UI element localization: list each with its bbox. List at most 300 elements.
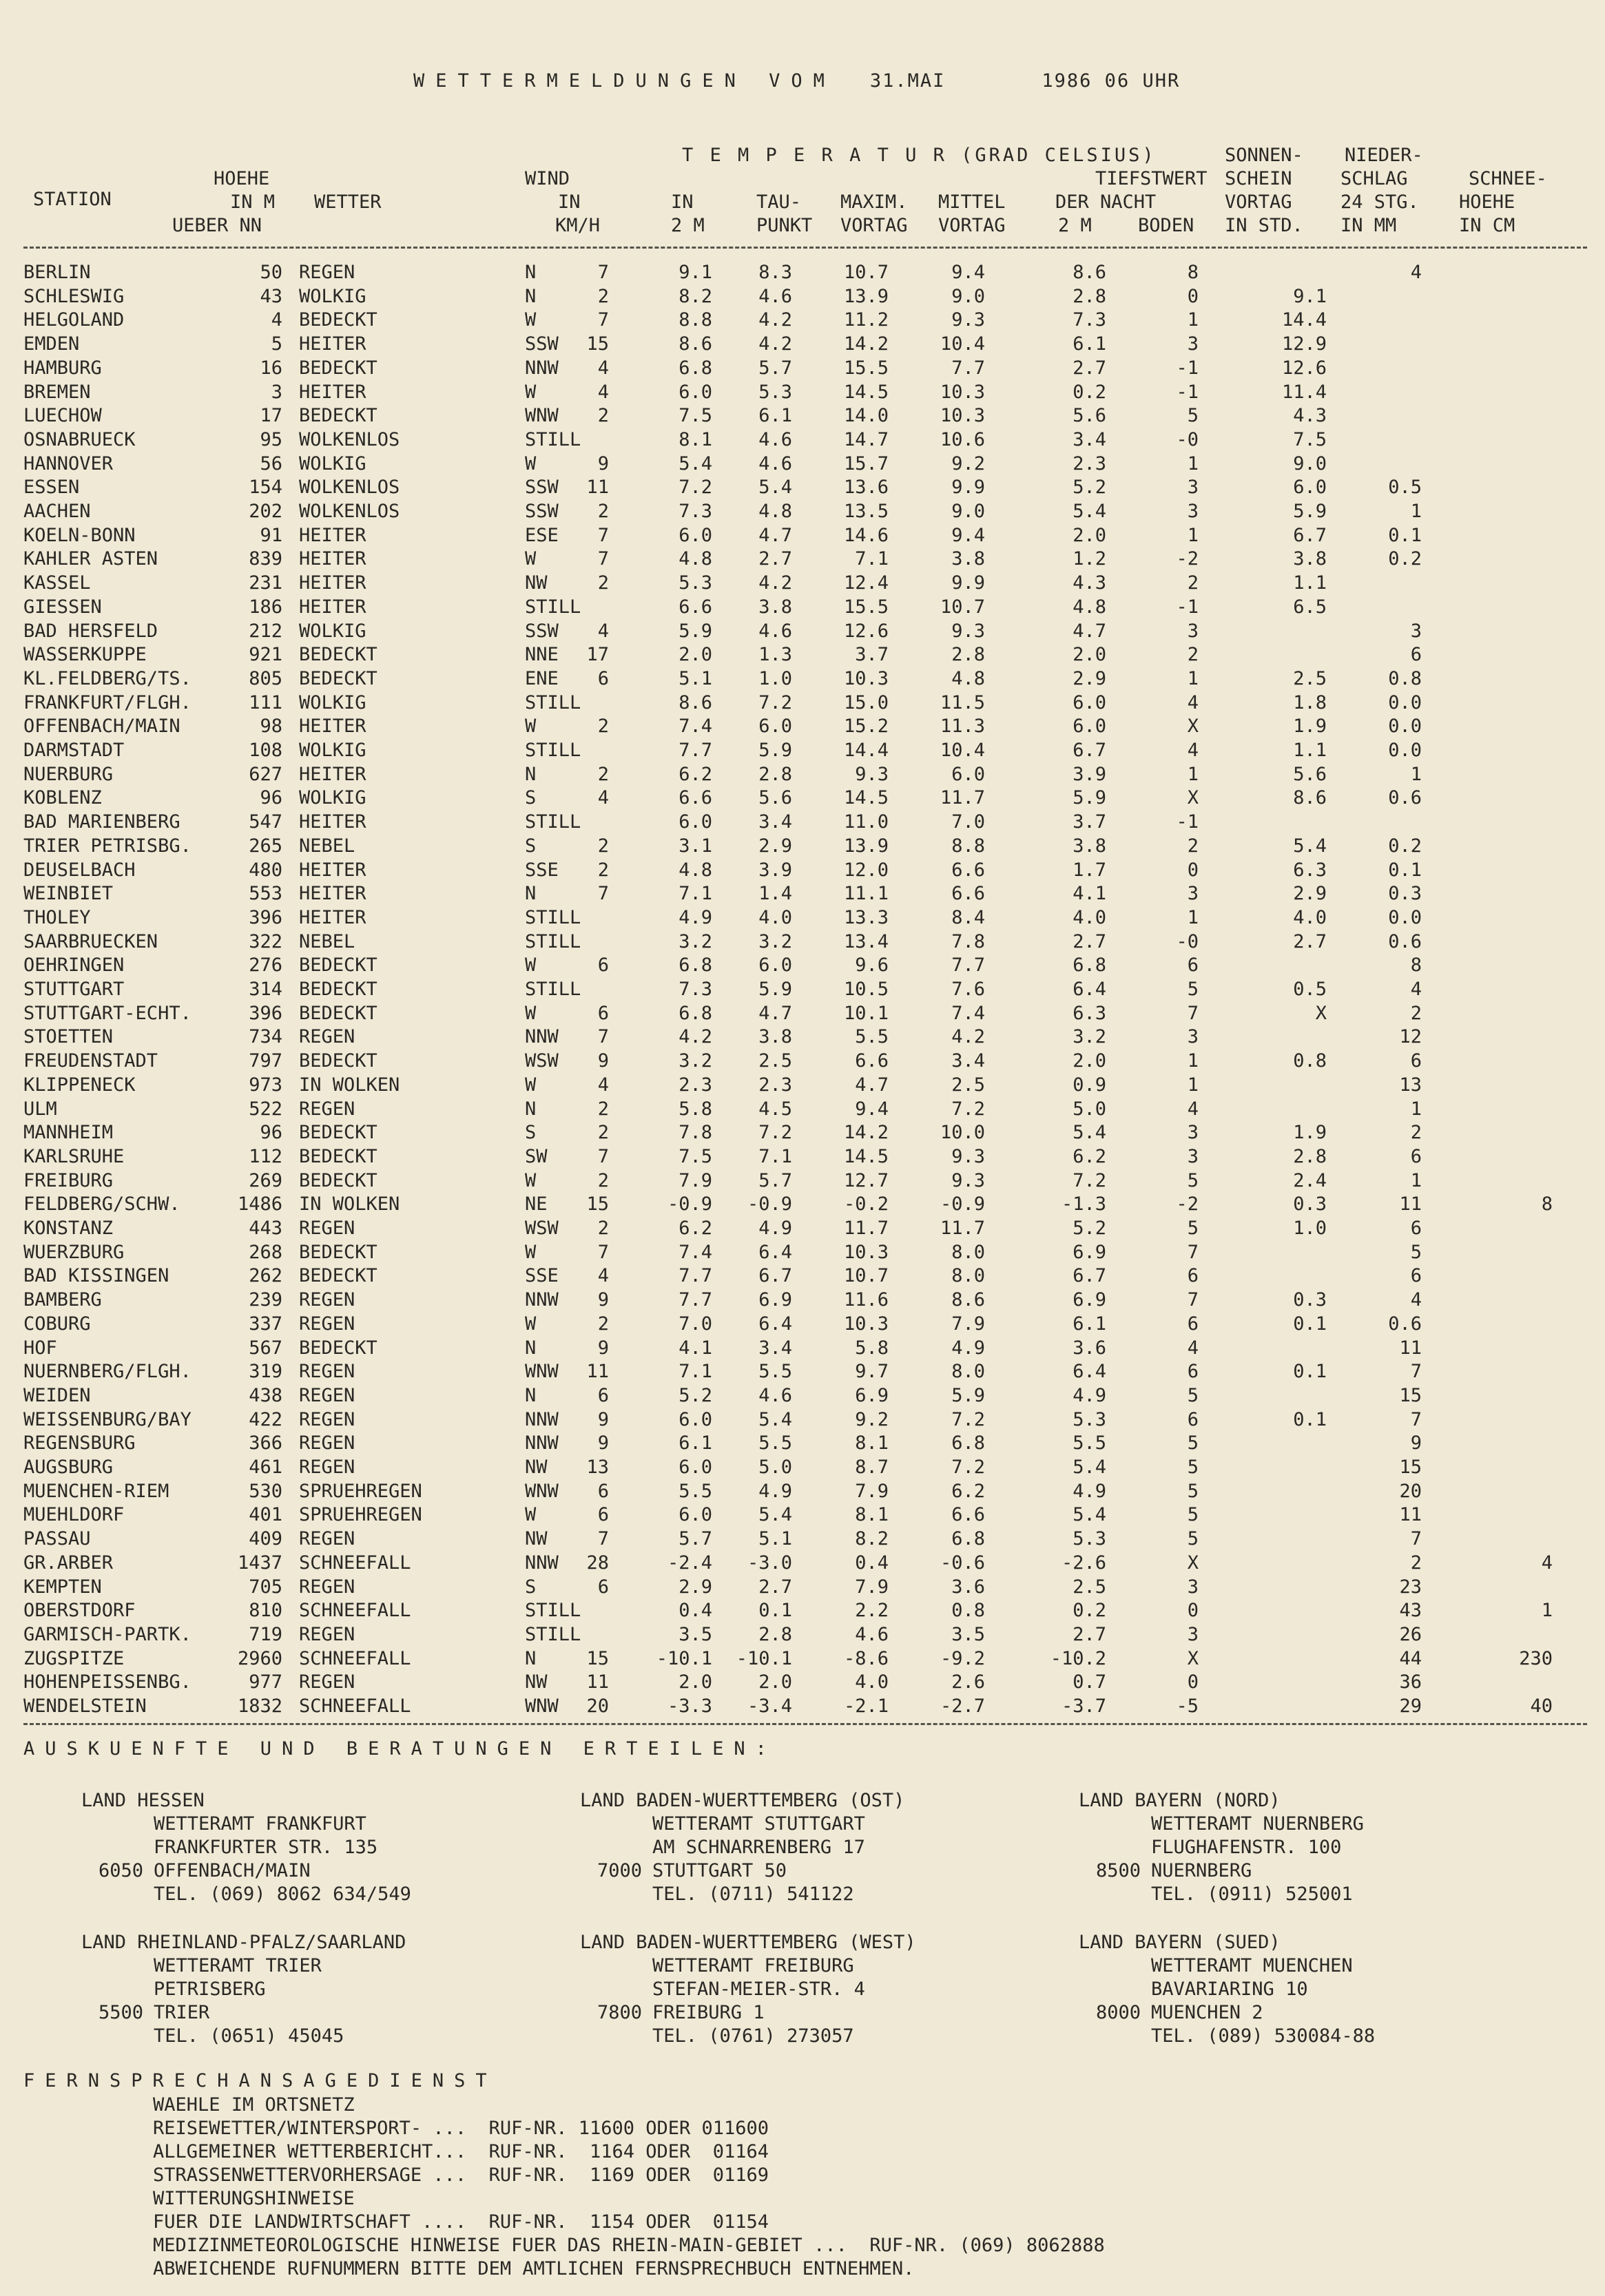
- cell-boden: 5: [1187, 405, 1199, 427]
- cell-boden: 1: [1187, 763, 1199, 785]
- cell-max: 11.2: [843, 309, 889, 331]
- cell-boden: 6: [1187, 1313, 1199, 1335]
- cell-boden: 1: [1187, 1074, 1199, 1096]
- office-plz: 5500: [98, 2002, 143, 2023]
- cell-wetter: REGEN: [299, 1384, 355, 1406]
- cell-t2m: 7.2: [679, 477, 712, 499]
- cell-dir: WNW: [525, 1695, 559, 1717]
- cell-nied: 44: [1399, 1647, 1422, 1669]
- cell-schnee: 4: [1541, 1552, 1553, 1574]
- cell-wetter: BEDECKT: [299, 644, 377, 666]
- table-row: [0, 1575, 1605, 1599]
- cell-dir: NNW: [525, 1026, 559, 1048]
- cell-t2m: 6.0: [679, 524, 712, 546]
- office-city: STUTTGART 50: [652, 1860, 787, 1881]
- cell-nied: 1: [1410, 1169, 1422, 1191]
- cell-hoehe: 627: [249, 763, 282, 785]
- cell-tau: 2.7: [758, 1576, 792, 1598]
- cell-wetter: IN WOLKEN: [299, 1193, 400, 1215]
- cell-t2m: 5.2: [679, 1384, 712, 1406]
- cell-sonne: 2.9: [1293, 883, 1327, 905]
- cell-spd: 9: [597, 1432, 609, 1454]
- cell-nied: 3: [1410, 620, 1422, 642]
- cell-spd: 2: [597, 859, 609, 881]
- cell-tief: 5.4: [1073, 1122, 1106, 1144]
- cell-max: 12.0: [843, 859, 889, 881]
- cell-mit: 10.3: [940, 405, 985, 427]
- cell-spd: 2: [597, 501, 609, 522]
- cell-tief: 3.8: [1073, 835, 1106, 857]
- cell-tau: 2.8: [758, 763, 792, 785]
- table-row: [0, 475, 1605, 499]
- cell-tief: 4.8: [1073, 596, 1106, 618]
- cell-nied: 26: [1399, 1623, 1422, 1645]
- cell-dir: SW: [525, 1145, 548, 1167]
- cell-nied: 11: [1399, 1337, 1422, 1359]
- cell-nied: 15: [1399, 1457, 1422, 1478]
- cell-sonne: 2.5: [1293, 667, 1327, 689]
- cell-max: 9.4: [855, 1098, 889, 1120]
- table-row: [0, 1025, 1605, 1049]
- cell-t2m: 7.7: [679, 740, 712, 761]
- cell-tief: 6.3: [1073, 1002, 1106, 1024]
- cell-wetter: SCHNEEFALL: [299, 1695, 411, 1717]
- cell-nied: 43: [1399, 1600, 1422, 1622]
- cell-spd: 20: [586, 1695, 609, 1717]
- cell-tau: 3.8: [758, 596, 792, 618]
- cell-mit: 11.7: [940, 787, 985, 809]
- table-row: [0, 881, 1605, 906]
- cell-dir: N: [525, 1098, 537, 1120]
- cell-t2m: 2.9: [679, 1576, 712, 1598]
- cell-hoehe: 921: [249, 644, 282, 666]
- page-title: [413, 70, 1180, 92]
- cell-name: NUERBURG: [23, 763, 114, 785]
- cell-boden: 4: [1187, 740, 1199, 761]
- cell-name: BAMBERG: [23, 1289, 102, 1311]
- cell-hoehe: 91: [260, 524, 282, 546]
- cell-boden: 6: [1187, 1361, 1199, 1383]
- cell-nied: 7: [1410, 1361, 1422, 1383]
- cell-hoehe: 108: [249, 740, 282, 761]
- cell-boden: 3: [1187, 1122, 1199, 1144]
- cell-tau: 6.1: [758, 405, 792, 427]
- cell-hoehe: 810: [249, 1600, 282, 1622]
- cell-tief: 0.2: [1073, 381, 1106, 403]
- table-row: [0, 977, 1605, 1001]
- cell-mit: 2.8: [951, 644, 985, 666]
- office-plz: 7800: [597, 2002, 642, 2023]
- cell-max: 6.9: [855, 1384, 889, 1406]
- cell-tau: 5.5: [758, 1432, 792, 1454]
- cell-hoehe: 719: [249, 1623, 282, 1645]
- phone-line: ABWEICHENDE RUFNUMMERN BITTE DEM AMTLICHEN FERNSPRECHBUCH ENTNEHMEN.: [153, 2258, 915, 2279]
- table-row: [0, 1264, 1605, 1288]
- cell-wetter: REGEN: [299, 1313, 355, 1335]
- cell-dir: NNW: [525, 357, 559, 379]
- cell-wetter: SPRUEHREGEN: [299, 1480, 422, 1502]
- cell-mit: 3.8: [951, 548, 985, 570]
- cell-hoehe: 409: [249, 1528, 282, 1550]
- cell-nied: 23: [1399, 1576, 1422, 1598]
- table-row: [0, 691, 1605, 715]
- cell-wetter: REGEN: [299, 1528, 355, 1550]
- cell-spd: 11: [586, 477, 609, 499]
- cell-max: 13.9: [843, 285, 889, 307]
- cell-dir: W: [525, 309, 537, 331]
- cell-dir: WSW: [525, 1050, 559, 1072]
- cell-tau: 4.6: [758, 620, 792, 642]
- cell-spd: 15: [586, 1647, 609, 1669]
- cell-dir: ENE: [525, 667, 559, 689]
- cell-max: -8.6: [843, 1647, 889, 1669]
- cell-t2m: 7.3: [679, 501, 712, 522]
- cell-tau: 5.5: [758, 1361, 792, 1383]
- table-row: [0, 595, 1605, 619]
- cell-dir: WNW: [525, 1361, 559, 1383]
- cell-nied: 6: [1410, 1050, 1422, 1072]
- cell-tau: 5.9: [758, 979, 792, 1000]
- office-street: AM SCHNARRENBERG 17: [652, 1837, 865, 1858]
- cell-mit: -0.6: [940, 1552, 985, 1574]
- cell-boden: X: [1187, 716, 1199, 738]
- cell-dir: N: [525, 1337, 537, 1359]
- cell-mit: 9.2: [951, 452, 985, 474]
- cell-sonne: 2.7: [1293, 930, 1327, 952]
- cell-max: 14.5: [843, 787, 889, 809]
- cell-mit: 4.9: [951, 1337, 985, 1359]
- cell-boden: 1: [1187, 1050, 1199, 1072]
- cell-tau: 4.6: [758, 285, 792, 307]
- cell-hoehe: 314: [249, 979, 282, 1000]
- cell-dir: W: [525, 1313, 537, 1335]
- cell-tau: 4.7: [758, 524, 792, 546]
- cell-tief: 6.4: [1073, 979, 1106, 1000]
- cell-mit: 6.2: [951, 1480, 985, 1502]
- cell-mit: 9.3: [951, 1169, 985, 1191]
- cell-mit: 10.4: [940, 333, 985, 355]
- cell-boden: 4: [1187, 691, 1199, 713]
- office-land: LAND RHEINLAND-PFALZ/SAARLAND: [81, 1932, 406, 1953]
- office-tel: TEL. (0761) 273057: [652, 2025, 854, 2047]
- cell-max: 11.7: [843, 1218, 889, 1239]
- cell-max: 10.3: [843, 667, 889, 689]
- cell-nied: 4: [1410, 979, 1422, 1000]
- cell-tau: 4.6: [758, 452, 792, 474]
- cell-tau: 7.2: [758, 691, 792, 713]
- cell-nied: 1: [1410, 501, 1422, 522]
- cell-spd: 7: [597, 1026, 609, 1048]
- cell-wetter: REGEN: [299, 262, 355, 283]
- cell-tau: 2.5: [758, 1050, 792, 1072]
- cell-wetter: HEITER: [299, 859, 366, 881]
- cell-t2m: 8.8: [679, 309, 712, 331]
- cell-wetter: HEITER: [299, 811, 366, 833]
- table-row: [0, 1384, 1605, 1408]
- table-row: [0, 1598, 1605, 1622]
- cell-boden: 5: [1187, 1384, 1199, 1406]
- cell-spd: 6: [597, 1002, 609, 1024]
- cell-t2m: 6.6: [679, 787, 712, 809]
- cell-tief: 4.9: [1073, 1480, 1106, 1502]
- cell-dir: NNW: [525, 1289, 559, 1311]
- cell-sonne: 1.1: [1293, 740, 1327, 761]
- cell-nied: 2: [1410, 1552, 1422, 1574]
- cell-boden: 6: [1187, 954, 1199, 977]
- cell-tief: 5.3: [1073, 1408, 1106, 1430]
- cell-spd: 4: [597, 357, 609, 379]
- cell-wetter: WOLKENLOS: [299, 428, 400, 450]
- cell-dir: W: [525, 954, 537, 977]
- office-tel: TEL. (0711) 541122: [652, 1883, 854, 1905]
- cell-t2m: 7.1: [679, 883, 712, 905]
- cell-spd: 9: [597, 1050, 609, 1072]
- cell-sonne: 0.1: [1293, 1408, 1327, 1430]
- cell-name: KONSTANZ: [23, 1218, 114, 1239]
- cell-max: 6.6: [855, 1050, 889, 1072]
- cell-dir: WNW: [525, 1480, 559, 1502]
- cell-name: BREMEN: [23, 381, 91, 403]
- cell-dir: NW: [525, 1671, 548, 1693]
- cell-mit: 7.2: [951, 1457, 985, 1478]
- table-row: [0, 1670, 1605, 1694]
- cell-tau: 4.6: [758, 1384, 792, 1406]
- cell-tau: 5.0: [758, 1457, 792, 1478]
- cell-max: 12.7: [843, 1169, 889, 1191]
- cell-tief: -3.7: [1061, 1695, 1106, 1717]
- cell-spd: 6: [597, 667, 609, 689]
- cell-spd: 4: [597, 381, 609, 403]
- cell-mit: 11.5: [940, 691, 985, 713]
- cell-hoehe: 96: [260, 787, 282, 809]
- cell-sonne: 1.9: [1293, 716, 1327, 738]
- cell-boden: 7: [1187, 1002, 1199, 1024]
- cell-tief: 2.7: [1073, 930, 1106, 952]
- office-tel: TEL. (089) 530084-88: [1151, 2025, 1376, 2047]
- office-amt: WETTERAMT FRANKFURT: [154, 1813, 366, 1835]
- cell-max: 13.9: [843, 835, 889, 857]
- table-row: [0, 260, 1605, 284]
- cell-tief: 0.2: [1073, 1600, 1106, 1622]
- cell-boden: -0: [1176, 930, 1199, 952]
- cell-nied: 0.6: [1388, 930, 1422, 952]
- office-plz: 8000: [1095, 2002, 1141, 2023]
- cell-t2m: 7.0: [679, 1313, 712, 1335]
- header-tiefst-2: DER NACHT: [1055, 191, 1157, 213]
- cell-sonne: 11.4: [1281, 381, 1327, 403]
- cell-wetter: IN WOLKEN: [299, 1074, 400, 1096]
- cell-dir: W: [525, 1002, 537, 1024]
- cell-tau: 3.4: [758, 1337, 792, 1359]
- cell-tief: -1.3: [1061, 1193, 1106, 1215]
- cell-name: GARMISCH-PARTK.: [23, 1623, 191, 1645]
- cell-nied: 9: [1410, 1432, 1422, 1454]
- cell-spd: 7: [597, 1145, 609, 1167]
- cell-boden: -2: [1176, 548, 1199, 570]
- phone-line: ALLGEMEINER WETTERBERICHT... RUF-NR. 1164 ODER 01164: [153, 2141, 769, 2162]
- cell-spd: 17: [586, 644, 609, 666]
- cell-tau: 6.7: [758, 1265, 792, 1287]
- cell-nied: 6: [1410, 644, 1422, 666]
- cell-t2m: 6.0: [679, 381, 712, 403]
- cell-hoehe: 112: [249, 1145, 282, 1167]
- office-tel: TEL. (069) 8062 634/549: [154, 1883, 411, 1905]
- cell-hoehe: 422: [249, 1408, 282, 1430]
- cell-spd: 2: [597, 405, 609, 427]
- cell-name: LUECHOW: [23, 405, 102, 427]
- cell-tief: 5.9: [1073, 787, 1106, 809]
- cell-t2m: 2.0: [679, 644, 712, 666]
- cell-tau: 5.4: [758, 1408, 792, 1430]
- office-block: [508, 1789, 904, 1906]
- cell-tief: 0.7: [1073, 1671, 1106, 1693]
- cell-tau: 6.0: [758, 716, 792, 738]
- cell-boden: 5: [1187, 1432, 1199, 1454]
- table-row: [0, 1049, 1605, 1073]
- cell-nied: 6: [1410, 1145, 1422, 1167]
- cell-wetter: REGEN: [299, 1576, 355, 1598]
- cell-sonne: 0.1: [1293, 1313, 1327, 1335]
- cell-dir: STILL: [525, 596, 581, 618]
- cell-sonne: 9.1: [1293, 285, 1327, 307]
- cell-spd: 4: [597, 1074, 609, 1096]
- cell-dir: SSW: [525, 620, 559, 642]
- cell-tau: 8.3: [758, 262, 792, 283]
- header-wetter: WETTER: [314, 191, 382, 213]
- cell-spd: 2: [597, 1122, 609, 1144]
- cell-boden: 8: [1187, 262, 1199, 283]
- cell-tau: 1.0: [758, 667, 792, 689]
- cell-tau: 4.8: [758, 501, 792, 522]
- table-row: [0, 762, 1605, 786]
- cell-t2m: 7.7: [679, 1265, 712, 1287]
- cell-name: AUGSBURG: [23, 1457, 114, 1478]
- header-hoehe-2: IN M: [230, 191, 276, 213]
- office-street: PETRISBERG: [154, 1979, 266, 2000]
- cell-spd: 2: [597, 1313, 609, 1335]
- cell-name: BAD HERSFELD: [23, 620, 158, 642]
- cell-boden: 3: [1187, 1576, 1199, 1598]
- cell-hoehe: 95: [260, 428, 282, 450]
- cell-wetter: HEITER: [299, 548, 366, 570]
- cell-name: KL.FELDBERG/TS.: [23, 667, 191, 689]
- cell-mit: 8.0: [951, 1361, 985, 1383]
- cell-t2m: 6.0: [679, 1457, 712, 1478]
- cell-max: 15.5: [843, 596, 889, 618]
- cell-max: 10.7: [843, 1265, 889, 1287]
- cell-dir: NNW: [525, 1408, 559, 1430]
- cell-nied: 0.0: [1388, 740, 1422, 761]
- cell-name: ESSEN: [23, 477, 80, 499]
- cell-dir: NW: [525, 572, 548, 594]
- cell-dir: N: [525, 285, 537, 307]
- cell-max: 8.1: [855, 1504, 889, 1526]
- office-block: [508, 1931, 916, 2048]
- cell-name: WEIDEN: [23, 1384, 91, 1406]
- cell-name: DEUSELBACH: [23, 859, 136, 881]
- cell-tief: 7.3: [1073, 309, 1106, 331]
- header-tau-1: TAU-: [756, 191, 802, 213]
- cell-mit: 7.7: [951, 954, 985, 977]
- table-row: [0, 356, 1605, 380]
- cell-tau: 4.9: [758, 1218, 792, 1239]
- cell-spd: 11: [586, 1671, 609, 1693]
- cell-wetter: BEDECKT: [299, 1241, 377, 1263]
- cell-max: 14.7: [843, 428, 889, 450]
- cell-sonne: 14.4: [1281, 309, 1327, 331]
- cell-tief: -10.2: [1050, 1647, 1106, 1669]
- cell-mit: 10.4: [940, 740, 985, 761]
- cell-boden: 4: [1187, 1337, 1199, 1359]
- cell-name: OSNABRUECK: [23, 428, 136, 450]
- cell-dir: S: [525, 835, 537, 857]
- cell-hoehe: 567: [249, 1337, 282, 1359]
- cell-tau: 5.6: [758, 787, 792, 809]
- cell-mit: 4.2: [951, 1026, 985, 1048]
- cell-hoehe: 443: [249, 1218, 282, 1239]
- office-city: NUERNBERG: [1151, 1860, 1252, 1881]
- cell-hoehe: 401: [249, 1504, 282, 1526]
- cell-tief: 1.7: [1073, 859, 1106, 881]
- cell-max: 11.1: [843, 883, 889, 905]
- cell-sonne: 1.8: [1293, 691, 1327, 713]
- cell-name: ZUGSPITZE: [23, 1647, 125, 1669]
- cell-dir: STILL: [525, 906, 581, 928]
- cell-tief: -2.6: [1061, 1552, 1106, 1574]
- cell-boden: 1: [1187, 667, 1199, 689]
- cell-wetter: REGEN: [299, 1218, 355, 1239]
- cell-wetter: BEDECKT: [299, 309, 377, 331]
- cell-nied: 0.1: [1388, 859, 1422, 881]
- cell-boden: 5: [1187, 1218, 1199, 1239]
- cell-sonne: 2.8: [1293, 1145, 1327, 1167]
- cell-tief: 5.2: [1073, 1218, 1106, 1239]
- cell-sonne: 3.8: [1293, 548, 1327, 570]
- cell-max: 10.3: [843, 1241, 889, 1263]
- cell-sonne: 6.0: [1293, 477, 1327, 499]
- cell-nied: 1: [1410, 1098, 1422, 1120]
- table-row: [0, 523, 1605, 547]
- cell-boden: -1: [1176, 596, 1199, 618]
- office-land: LAND BADEN-WUERTTEMBERG (WEST): [580, 1932, 916, 1953]
- cell-mit: 6.8: [951, 1432, 985, 1454]
- cell-tief: 6.9: [1073, 1289, 1106, 1311]
- cell-tau: 5.9: [758, 740, 792, 761]
- cell-boden: -1: [1176, 811, 1199, 833]
- cell-wetter: SCHNEEFALL: [299, 1552, 411, 1574]
- cell-max: 7.9: [855, 1480, 889, 1502]
- cell-name: NUERNBERG/FLGH.: [23, 1361, 191, 1383]
- header-in2m-2: 2 M: [671, 215, 705, 236]
- cell-tief: 2.0: [1073, 644, 1106, 666]
- cell-spd: 2: [597, 716, 609, 738]
- cell-nied: 0.5: [1388, 477, 1422, 499]
- cell-nied: 29: [1399, 1695, 1422, 1717]
- cell-max: 10.5: [843, 979, 889, 1000]
- office-street: FRANKFURTER STR. 135: [154, 1837, 378, 1858]
- cell-t2m: 7.5: [679, 405, 712, 427]
- cell-tau: 5.1: [758, 1528, 792, 1550]
- cell-name: MANNHEIM: [23, 1122, 114, 1144]
- cell-t2m: -10.1: [656, 1647, 712, 1669]
- table-row: [0, 1001, 1605, 1025]
- cell-sonne: 12.9: [1281, 333, 1327, 355]
- cell-hoehe: 547: [249, 811, 282, 833]
- cell-tief: 2.9: [1073, 667, 1106, 689]
- cell-spd: 2: [597, 763, 609, 785]
- cell-sonne: 6.7: [1293, 524, 1327, 546]
- table-bottom-divider: [23, 1723, 1587, 1725]
